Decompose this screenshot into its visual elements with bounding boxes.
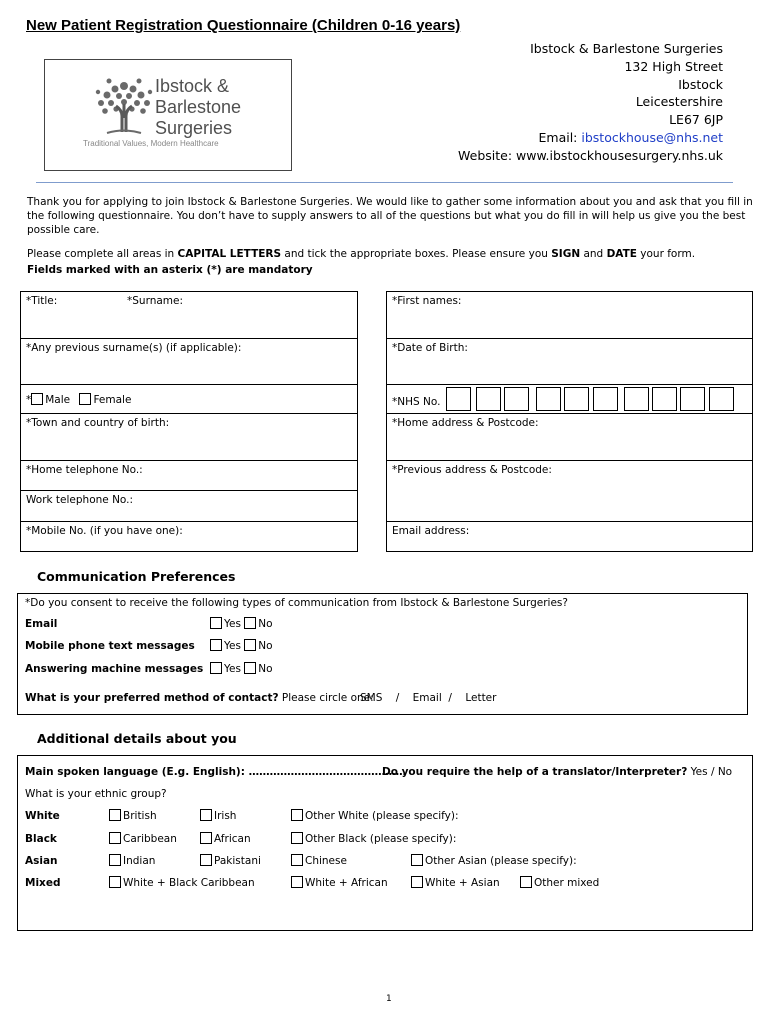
first-names-field[interactable]: *First names: (386, 291, 753, 339)
male-checkbox[interactable] (31, 393, 43, 405)
address-line: Ibstock (678, 76, 723, 92)
preferred-contact-options[interactable]: SMS / Email / Letter (360, 692, 497, 704)
language-question: Main spoken language (E.g. English): ……………………………………… (25, 766, 407, 778)
comm-row-answering-machine: Answering machine messages (25, 663, 204, 675)
indian-checkbox[interactable] (109, 854, 121, 866)
work-telephone-field[interactable]: Work telephone No.: (20, 490, 358, 522)
sms-yes-checkbox[interactable] (210, 639, 222, 651)
other-asian-option: Other Asian (please specify): (411, 854, 577, 867)
pakistani-checkbox[interactable] (200, 854, 212, 866)
consent-question: *Do you consent to receive the following types of communication from Ibstock & Barlestone Surgeries? (25, 597, 568, 609)
email-no-checkbox[interactable] (244, 617, 256, 629)
preferred-contact-question: What is your preferred method of contact? Please circle one: (25, 692, 374, 704)
african-option: African (200, 832, 251, 845)
comm-row-sms: Mobile phone text messages (25, 640, 195, 652)
nhs-digit-box[interactable] (624, 387, 649, 411)
previous-address-field[interactable]: *Previous address & Postcode: (386, 460, 753, 522)
other-white-option: Other White (please specify): (291, 809, 459, 822)
white-black-caribbean-option: White + Black Caribbean (109, 876, 255, 889)
surname-label: *Surname: (127, 295, 184, 307)
other-mixed-checkbox[interactable] (520, 876, 532, 888)
other-asian-checkbox[interactable] (411, 854, 423, 866)
caribbean-option: Caribbean (109, 832, 177, 845)
white-african-checkbox[interactable] (291, 876, 303, 888)
intro-paragraph: Thank you for applying to join Ibstock & Barlestone Surgeries. We would like to gather some information about you and ask that you fill in the following questionnaire. You don’t have to supply answers to all of the questions but what you do fill in will help us give you the best possible care. (27, 196, 753, 236)
comm-answering-options: Yes No (210, 662, 273, 675)
chinese-option: Chinese (291, 854, 347, 867)
date-of-birth-field[interactable]: *Date of Birth: (386, 338, 753, 385)
previous-surname-field[interactable]: *Any previous surname(s) (if applicable): (20, 338, 358, 385)
email-link[interactable]: ibstockhouse@nhs.net (581, 129, 723, 145)
website-line: Website: www.ibstockhousesurgery.nhs.uk (458, 147, 723, 163)
ethnic-mixed-label: Mixed (25, 877, 61, 889)
tree-icon (89, 76, 159, 136)
other-white-checkbox[interactable] (291, 809, 303, 821)
mobile-field[interactable]: *Mobile No. (if you have one): (20, 521, 358, 552)
ethnic-group-question: What is your ethnic group? (25, 788, 167, 800)
nhs-digit-box[interactable] (652, 387, 677, 411)
header-divider (36, 182, 733, 183)
irish-option: Irish (200, 809, 236, 822)
surgery-address (458, 40, 723, 165)
surgery-logo (44, 59, 292, 171)
communication-heading: Communication Preferences (37, 569, 236, 584)
ethnic-black-label: Black (25, 833, 57, 845)
nhs-digit-box[interactable] (446, 387, 471, 411)
nhs-digit-box[interactable] (504, 387, 529, 411)
sms-no-checkbox[interactable] (244, 639, 256, 651)
title-label: *Title: (26, 295, 58, 307)
home-telephone-field[interactable]: *Home telephone No.: (20, 460, 358, 491)
white-asian-option: White + Asian (411, 876, 500, 889)
logo-line: Surgeries (155, 118, 233, 138)
african-checkbox[interactable] (200, 832, 212, 844)
ethnic-white-label: White (25, 810, 60, 822)
caribbean-checkbox[interactable] (109, 832, 121, 844)
address-line: LE67 6JP (669, 112, 723, 128)
ethnic-asian-label: Asian (25, 855, 58, 867)
nhs-digit-box[interactable] (564, 387, 589, 411)
comm-sms-options: Yes No (210, 639, 273, 652)
nhs-digit-box[interactable] (476, 387, 501, 411)
white-african-option: White + African (291, 876, 388, 889)
other-black-option: Other Black (please specify): (291, 832, 456, 845)
nhs-digit-box[interactable] (593, 387, 618, 411)
other-black-checkbox[interactable] (291, 832, 303, 844)
page-number: 1 (386, 994, 392, 1004)
chinese-checkbox[interactable] (291, 854, 303, 866)
town-of-birth-field[interactable]: *Town and country of birth: (20, 413, 358, 461)
indian-option: Indian (109, 854, 155, 867)
nhs-number-field: *NHS No. (386, 384, 753, 414)
pakistani-option: Pakistani (200, 854, 261, 867)
instruction-paragraph: Please complete all areas in CAPITAL LETTERS and tick the appropriate boxes. Please ensure you SIGN and DATE your form. (27, 248, 696, 260)
title-surname-field[interactable] (20, 291, 358, 339)
address-line: Ibstock & Barlestone Surgeries (530, 41, 723, 56)
sex-field: * Male Female (20, 384, 358, 414)
irish-checkbox[interactable] (200, 809, 212, 821)
comm-email-options: Yes No (210, 617, 273, 630)
address-line: Leicestershire (635, 94, 723, 110)
other-mixed-option: Other mixed (520, 876, 599, 889)
additional-details-heading: Additional details about you (37, 731, 237, 746)
home-address-field[interactable]: *Home address & Postcode: (386, 413, 753, 461)
page-title: New Patient Registration Questionnaire (Children 0-16 years) (26, 17, 461, 34)
british-option: British (109, 809, 157, 822)
nhs-digit-box[interactable] (680, 387, 705, 411)
email-address-field[interactable]: Email address: (386, 521, 753, 552)
comm-row-email: Email (25, 618, 58, 630)
answering-no-checkbox[interactable] (244, 662, 256, 674)
logo-tagline: Traditional Values, Modern Healthcare (83, 139, 219, 148)
translator-question: Do you require the help of a translator/Interpreter? Yes / No (382, 766, 733, 778)
female-checkbox[interactable] (79, 393, 91, 405)
nhs-digit-box[interactable] (709, 387, 734, 411)
email-line: Email: ibstockhouse@nhs.net (538, 129, 723, 145)
email-yes-checkbox[interactable] (210, 617, 222, 629)
nhs-digit-box[interactable] (536, 387, 561, 411)
white-black-caribbean-checkbox[interactable] (109, 876, 121, 888)
address-line: 132 High Street (624, 58, 723, 74)
logo-line: Ibstock & (155, 76, 230, 96)
logo-line: Barlestone (155, 97, 242, 117)
mandatory-note: Fields marked with an asterix (*) are mandatory (27, 264, 313, 276)
british-checkbox[interactable] (109, 809, 121, 821)
white-asian-checkbox[interactable] (411, 876, 423, 888)
answering-yes-checkbox[interactable] (210, 662, 222, 674)
